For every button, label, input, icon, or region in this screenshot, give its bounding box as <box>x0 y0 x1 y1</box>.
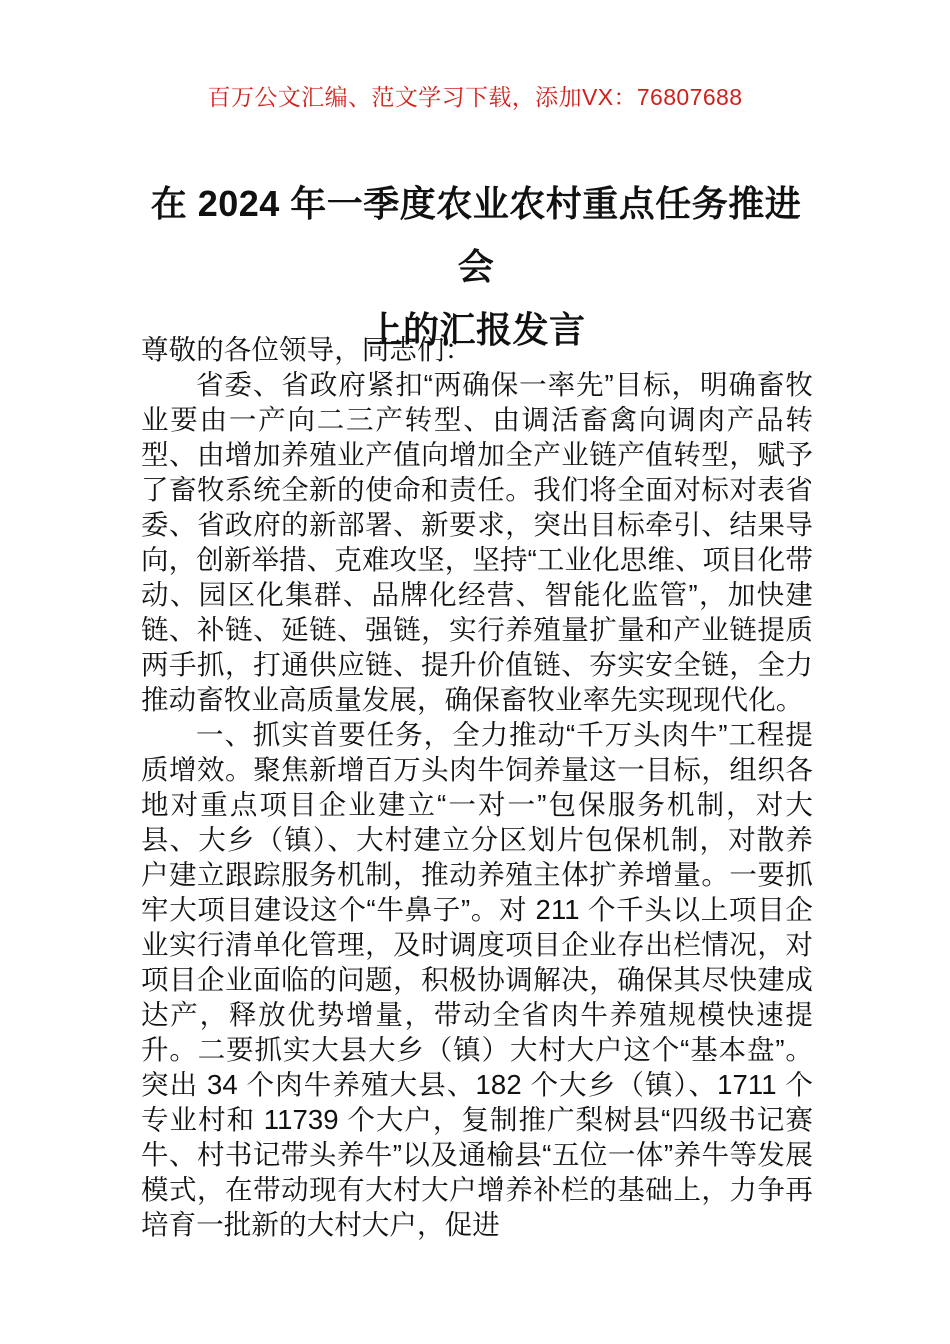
promo-header-watermark: 百万公文汇编、范文学习下载，添加VX：76807688 <box>207 84 743 110</box>
page-title-line-2: 上的汇报发言 <box>366 309 586 350</box>
paragraph-opening: 省委、省政府紧扣“两确保一率先”目标，明确畜牧业要由一产向二三产转型、由调活畜禽向调肉产品转型、由增加养殖业产值向增加全产业链产值转型，赋予了畜牧系统全新的使命和责任。我们将全面对标对表省委、省政府的新部署、新要求，突出目标牵引、结果导向，创新举措、克难攻坚，坚持“工业化思维、项目化带动、园区化集群、品牌化经营、智能化监管”，加快建链、补链、延链、强链，实行养殖量扩量和产业链提质两手抓，打通供应链、提升价值链、夯实安全链，全力推动畜牧业高质量发展，确保畜牧业率先实现现代化。 <box>141 369 813 715</box>
paragraph-section-one: 一、抓实首要任务，全力推动“千万头肉牛”工程提质增效。聚焦新增百万头肉牛饲养量这一目标，组织各地对重点项目企业建立“一对一”包保服务机制，对大县、大乡（镇）、大村建立分区划片包保机制，对散养户建立跟踪服务机制，推动养殖主体扩养增量。一要抓牢大项目建设这个“牛鼻子”。对 211 个千头以上项目企业实行清单化管理，及时调度项目企业存出栏情况，对项目企业面临的问题，积极协调解决，确保其尽快建成达产，释放优势增量，带动全省肉牛养殖规模快速提升。二要抓实大县大乡（镇）大村大户这个“基本盘”。突出 34 个肉牛养殖大县、182 个大乡（镇）、1711 个专业村和 11739 个大户，复制推广梨树县“四级书记赛牛、村书记带头养牛”以及通榆县“五位一体”养牛等发展模式，在带动现有大村大户增养补栏的基础上，力争再培育一批新的大村大户，促进 <box>141 719 813 1240</box>
document-body <box>141 332 813 1242</box>
page-title-line-1: 在 2024 年一季度农业农村重点任务推进会 <box>150 183 802 287</box>
paragraph-salutation: 尊敬的各位领导，同志们： <box>141 334 473 365</box>
